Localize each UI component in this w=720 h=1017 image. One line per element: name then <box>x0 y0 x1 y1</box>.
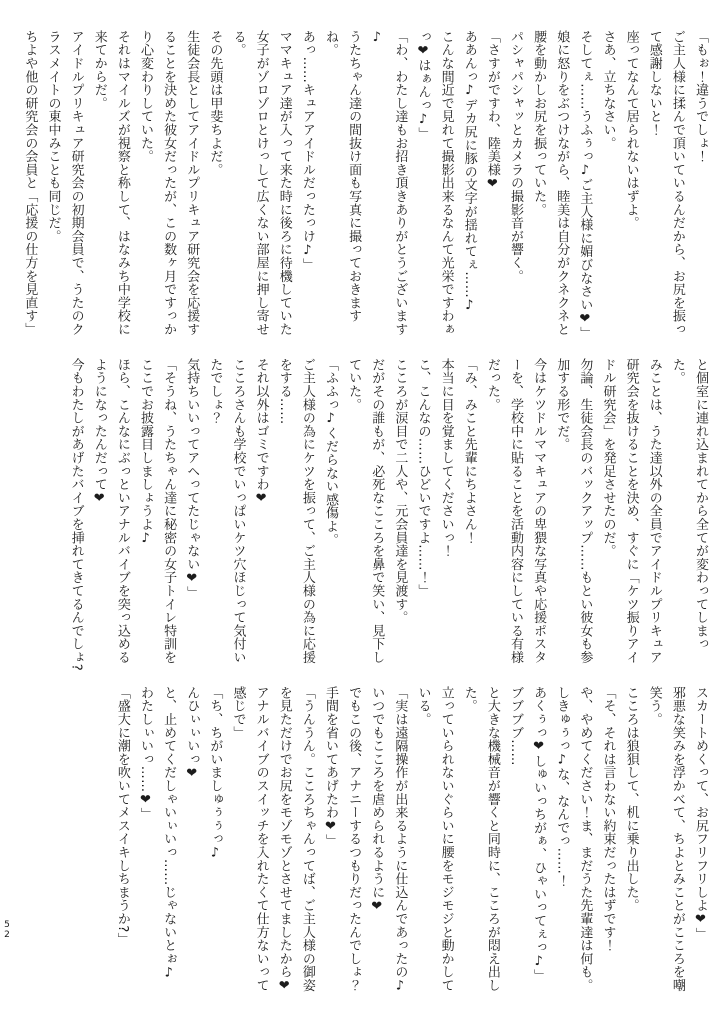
text-line: アナルバイブのスイッチを入れたくて仕方ないって感じで」 <box>230 686 269 992</box>
text-line: や、やめてください！ま、まだうた先輩達は何も。 <box>577 686 593 992</box>
text-line: そしてぇ……うふぅっ♪ご主人様に媚びなさい❤」 <box>577 30 593 340</box>
text-line: しきゅぅっ♪な、なんでっ……！ <box>554 686 570 888</box>
text-line: 今もわたしがあげたバイブを挿れてきてるんでしょ? <box>68 358 84 672</box>
text-line: だがその誰もが、必死なこころを鼻で笑い、見下していた。 <box>346 358 385 664</box>
text-line: と個室に連れ込まれてから全てが変わってしまった。 <box>669 358 708 651</box>
text-line: 「ふふっ♪くだらない感傷よ。 <box>323 358 338 547</box>
text-line: 「実は遠隔操作が出来るように仕込んであったの♪ <box>392 686 408 994</box>
text-line: 手間を省いてあげたわ❤」 <box>323 686 338 848</box>
text-line: それはマイルズが視察と称して、はなみち中学校に来てからだ。 <box>91 30 130 336</box>
text-line: と、止めてくだしゃいぃいっ……じゃないとぉ♪ <box>161 686 177 981</box>
text-line: さあ、立ちなさい。 <box>600 30 616 150</box>
text-line: 「わ、わたし達もお招き頂きありがとうございます♪ <box>369 30 408 336</box>
text-line: 「ち、ちがいましゅぅぅっ♪ <box>207 686 223 861</box>
text-line: 気持ちいいってアヘってたじゃない❤」 <box>184 358 200 600</box>
text-line: 勿論、生徒会長のバックアップ……もとい彼女も参加する形でだ。 <box>554 358 593 664</box>
text-line: 「み、みこと先輩にちよさん！ <box>461 358 477 545</box>
text-line: 「さすがですわ、陸美様❤ <box>484 30 500 192</box>
text-line: ママキュア達が入って来た時に後ろに待機していた女子がゾロゾロとけっして広くない部屋に押し寄せる。 <box>230 30 292 336</box>
text-line: パシャパシャッとカメラの撮影音が響く。 <box>508 30 523 283</box>
text-line: 「そ、それは言わない約束だったはずです！ <box>600 686 616 952</box>
text-line: ブブブブ…… <box>508 686 523 766</box>
text-band-middle <box>65 358 713 672</box>
text-line: ちよや他の研究会の会員と「応援の仕方を見直す」 <box>22 30 38 336</box>
text-line: こころは狼狽して、机に乗り出した。 <box>623 686 639 913</box>
text-line: 今はケツドルママキュアの卑猥な写真や応援ポスターを、学校中に貼ることを活動内容にしている有様だった。 <box>484 358 547 664</box>
text-line: こ、こんなの……ひどいですよ……！」 <box>415 358 431 598</box>
text-band-bottom <box>111 686 712 998</box>
text-line: その先頭は甲斐ちよだ。 <box>207 30 223 177</box>
text-line: 立っていられないぐらいに腰をモジモジと動かしている。 <box>415 686 454 992</box>
text-line: 生徒会長としてアイドルプリキュア研究会を応援することを決めた彼女だったが、この数ヶ月ですっかり心変わりしていた。 <box>138 30 200 336</box>
text-line: スカートめくって、お尻フリフリしよ❤」 <box>693 686 708 941</box>
text-line: 本当に目を覚ましてくださいっ！ <box>438 358 454 558</box>
text-line: でもこの後、アナニーするつもりだったんでしょ？ <box>346 686 362 992</box>
text-line: 娘に怒りをぶつけながら、睦美は自分がクネクネと腰を動かしお尻を振っていた。 <box>531 30 570 336</box>
text-line: いつでもこころを虐められるように❤ <box>369 686 385 915</box>
text-line: あくぅっ❤しゅいっちがぁ、ひゃいってぇっ♪」 <box>531 686 547 983</box>
text-line: ご主人様の為にケツを振って、ご主人様の為に応援をする…… <box>276 358 315 664</box>
text-line: あっ……キュアアイドルだったっけ♪」 <box>299 30 315 272</box>
text-line: うたちゃん達の間抜け面も写真に撮っておきますね。 <box>323 30 362 323</box>
text-line: 「もぉ！違うでしょ！ <box>693 30 708 163</box>
text-line: ほら、こんなにぶっといアナルバイブを突っ込めるようになったんだって❤ <box>91 358 130 664</box>
text-line: ああんっ♪デカ尻に豚の文字が揺れてぇ……♪ <box>461 30 477 314</box>
text-line: 邪悪な笑みを浮かべて、ちよとみことがこころを嘲笑う。 <box>646 686 685 992</box>
page-number: 52 <box>2 920 12 940</box>
text-line: こんな間近で見れて撮影出来るなんて光栄ですわぁっ❤はぁんっ♪」 <box>415 30 454 336</box>
text-line: 「そうね、うたちゃん達に秘密の女子トイレ特訓をここでお披露目しましょうよ♪ <box>138 358 177 664</box>
text-line: こころが涙目で二人や、元会員達を見渡す。 <box>392 358 408 624</box>
text-line: んひぃぃいっ❤ <box>184 686 200 782</box>
text-line: ご主人様に揉んで頂いているんだから、お尻を振って感謝しないと！ <box>646 30 685 336</box>
text-line: わたしぃいっ……❤」 <box>138 686 153 821</box>
text-line: 「盛大に潮を吹いてメスイキしちまうか?」 <box>114 686 130 946</box>
text-line: みことは、うた達以外の全員でアイドルプリキュア研究会を抜けることを決め、すぐに「ケツ振りアイドル研究会」を発足させたのだ。 <box>600 358 662 664</box>
text-line: と大きな機械音が響くと同時に、こころが悶え出した。 <box>461 686 500 992</box>
text-line: こころさんも学校でいっぱいケツ穴ほじって気付いたでしょ？ <box>207 358 246 664</box>
text-line: 座ってなんて居られないはずよ。 <box>623 30 639 230</box>
text-line: アイドルプリキュア研究会の初期会員で、うたのクラスメイトの東中みことも同じだ。 <box>45 30 84 336</box>
text-line: 「うんうん。こころちゃんってば、ご主人様の御姿を見ただけでお尻をモゾモゾとさせてましたから❤ <box>276 686 315 994</box>
text-line: それ以外はゴミですわ❤ <box>253 358 269 507</box>
text-band-top <box>18 30 712 342</box>
